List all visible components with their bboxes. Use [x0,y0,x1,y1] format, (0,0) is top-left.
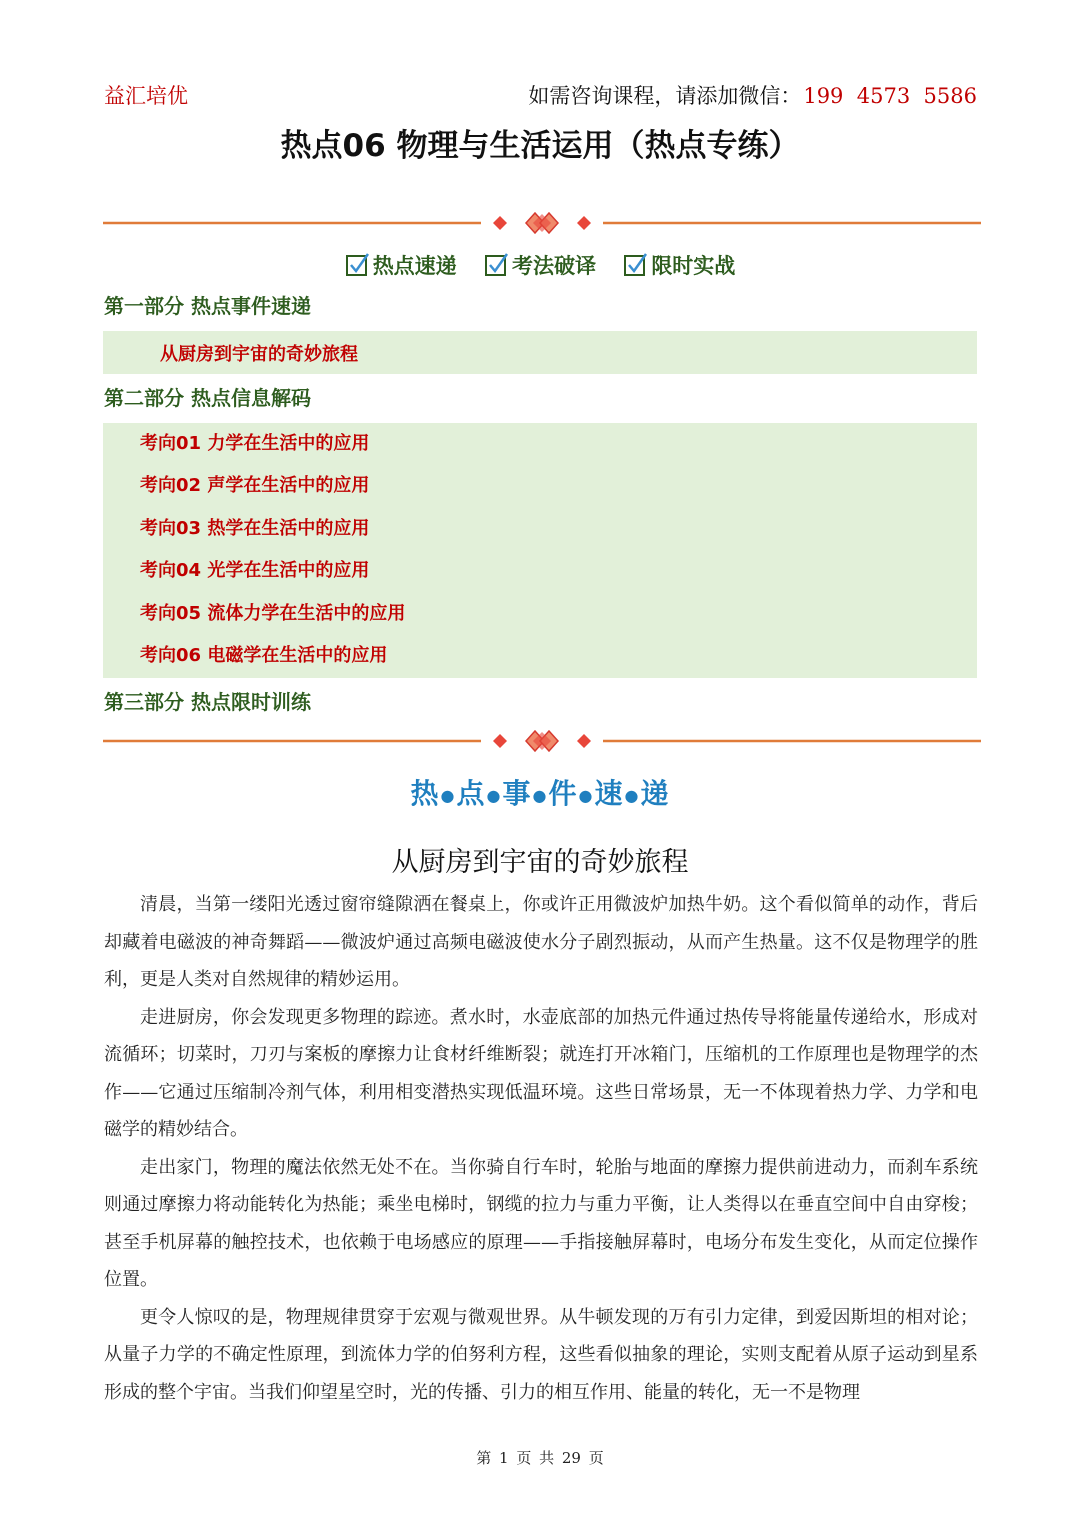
ornament-divider-bottom [103,726,981,756]
toc-item[interactable]: 考向03 热学在生活中的应用 [140,518,370,539]
page-footer: 第 1 页 共 29 页 [476,1449,604,1467]
section-title-char: 点 [456,777,486,810]
section-title-char: 热 [410,777,440,810]
brand-name: 益汇培优 [104,84,188,108]
article-body [104,886,978,1411]
toc-item[interactable]: 考向01 力学在生活中的应用 [140,433,370,454]
tag-label: 限时实战 [651,254,736,278]
section-title: 热●点●事●件●速●递 [410,777,670,810]
page-title: 热点06 物理与生活运用（热点专练） [280,128,800,164]
toc-item[interactable]: 考向05 流体力学在生活中的应用 [140,603,406,624]
section-title-char: 件 [548,777,578,810]
checkbox-icon [345,252,371,278]
contact-wechat: 199 4573 5586 [803,84,977,108]
tag-label: 考法破译 [512,254,596,278]
toc-item[interactable]: 考向02 声学在生活中的应用 [140,475,370,496]
checkbox-icon [484,252,510,278]
toc-item[interactable]: 考向04 光学在生活中的应用 [140,560,370,581]
section-title-char: 事 [502,777,532,810]
tag-timed-practice [623,250,735,280]
toc-part2-box [103,423,977,678]
article-paragraph: 走出家门，物理的魔法依然无处不在。当你骑自行车时，轮胎与地面的摩擦力提供前进动力，而刹车系统则通过摩擦力将动能转化为热能；乘坐电梯时，钢缆的拉力与重力平衡，让人类得以在垂直空间中自由穿梭；甚至手机屏幕的触控技术，也依赖于电场感应的原理——手指接触屏幕时，电场分布发生变化，从而定位操作位置。 [104,1156,978,1290]
section-title-char: 速 [594,777,624,810]
section-title-char: 递 [640,777,670,810]
article-paragraph: 更令人惊叹的是，物理规律贯穿于宏观与微观世界。从牛顿发现的万有引力定律，到爱因斯坦的相对论；从量子力学的不确定性原理，到流体力学的伯努利方程，这些看似抽象的理论，实则支配着从原子运动到星系形成的整个宇宙。当我们仰望星空时，光的传播、引力的相互作用、能量的转化，无一不是物理 [104,1306,978,1403]
tag-method-decode [484,250,596,280]
article-paragraph: 走进厨房，你会发现更多物理的踪迹。煮水时，水壶底部的加热元件通过热传导将能量传递给水，形成对流循环；切菜时，刀刃与案板的摩擦力让食材纤维断裂；就连打开冰箱门，压缩机的工作原理也是物理学的杰作——它通过压缩制冷剂气体，利用相变潜热实现低温环境。这些日常场景，无一不体现着热力学、力学和电磁学的精妙结合。 [104,1006,978,1140]
toc-part1-box [103,331,977,374]
article-paragraph: 清晨，当第一缕阳光透过窗帘缝隙洒在餐桌上，你或许正用微波炉加热牛奶。这个看似简单的动作，背后却藏着电磁波的神奇舞蹈——微波炉通过高频电磁波使水分子剧烈振动，从而产生热量。这不仅是物理学的胜利，更是人类对自然规律的精妙运用。 [104,894,978,990]
contact-label: 如需咨询课程，请添加微信： [528,84,802,108]
toc-item[interactable]: 从厨房到宇宙的奇妙旅程 [160,344,358,365]
checkbox-icon [623,252,649,278]
contact-line [528,80,977,110]
tag-row [0,250,1080,283]
toc-part3-heading[interactable]: 第三部分 热点限时训练 [104,690,311,714]
toc-part1-heading[interactable]: 第一部分 热点事件速递 [104,294,311,318]
tag-label: 热点速递 [372,254,457,278]
toc-item[interactable]: 考向06 电磁学在生活中的应用 [140,645,388,666]
ornament-divider-top [103,208,981,238]
toc-part2-heading[interactable]: 第二部分 热点信息解码 [104,386,311,410]
article-title: 从厨房到宇宙的奇妙旅程 [391,847,689,878]
tag-hot-express [345,250,457,280]
